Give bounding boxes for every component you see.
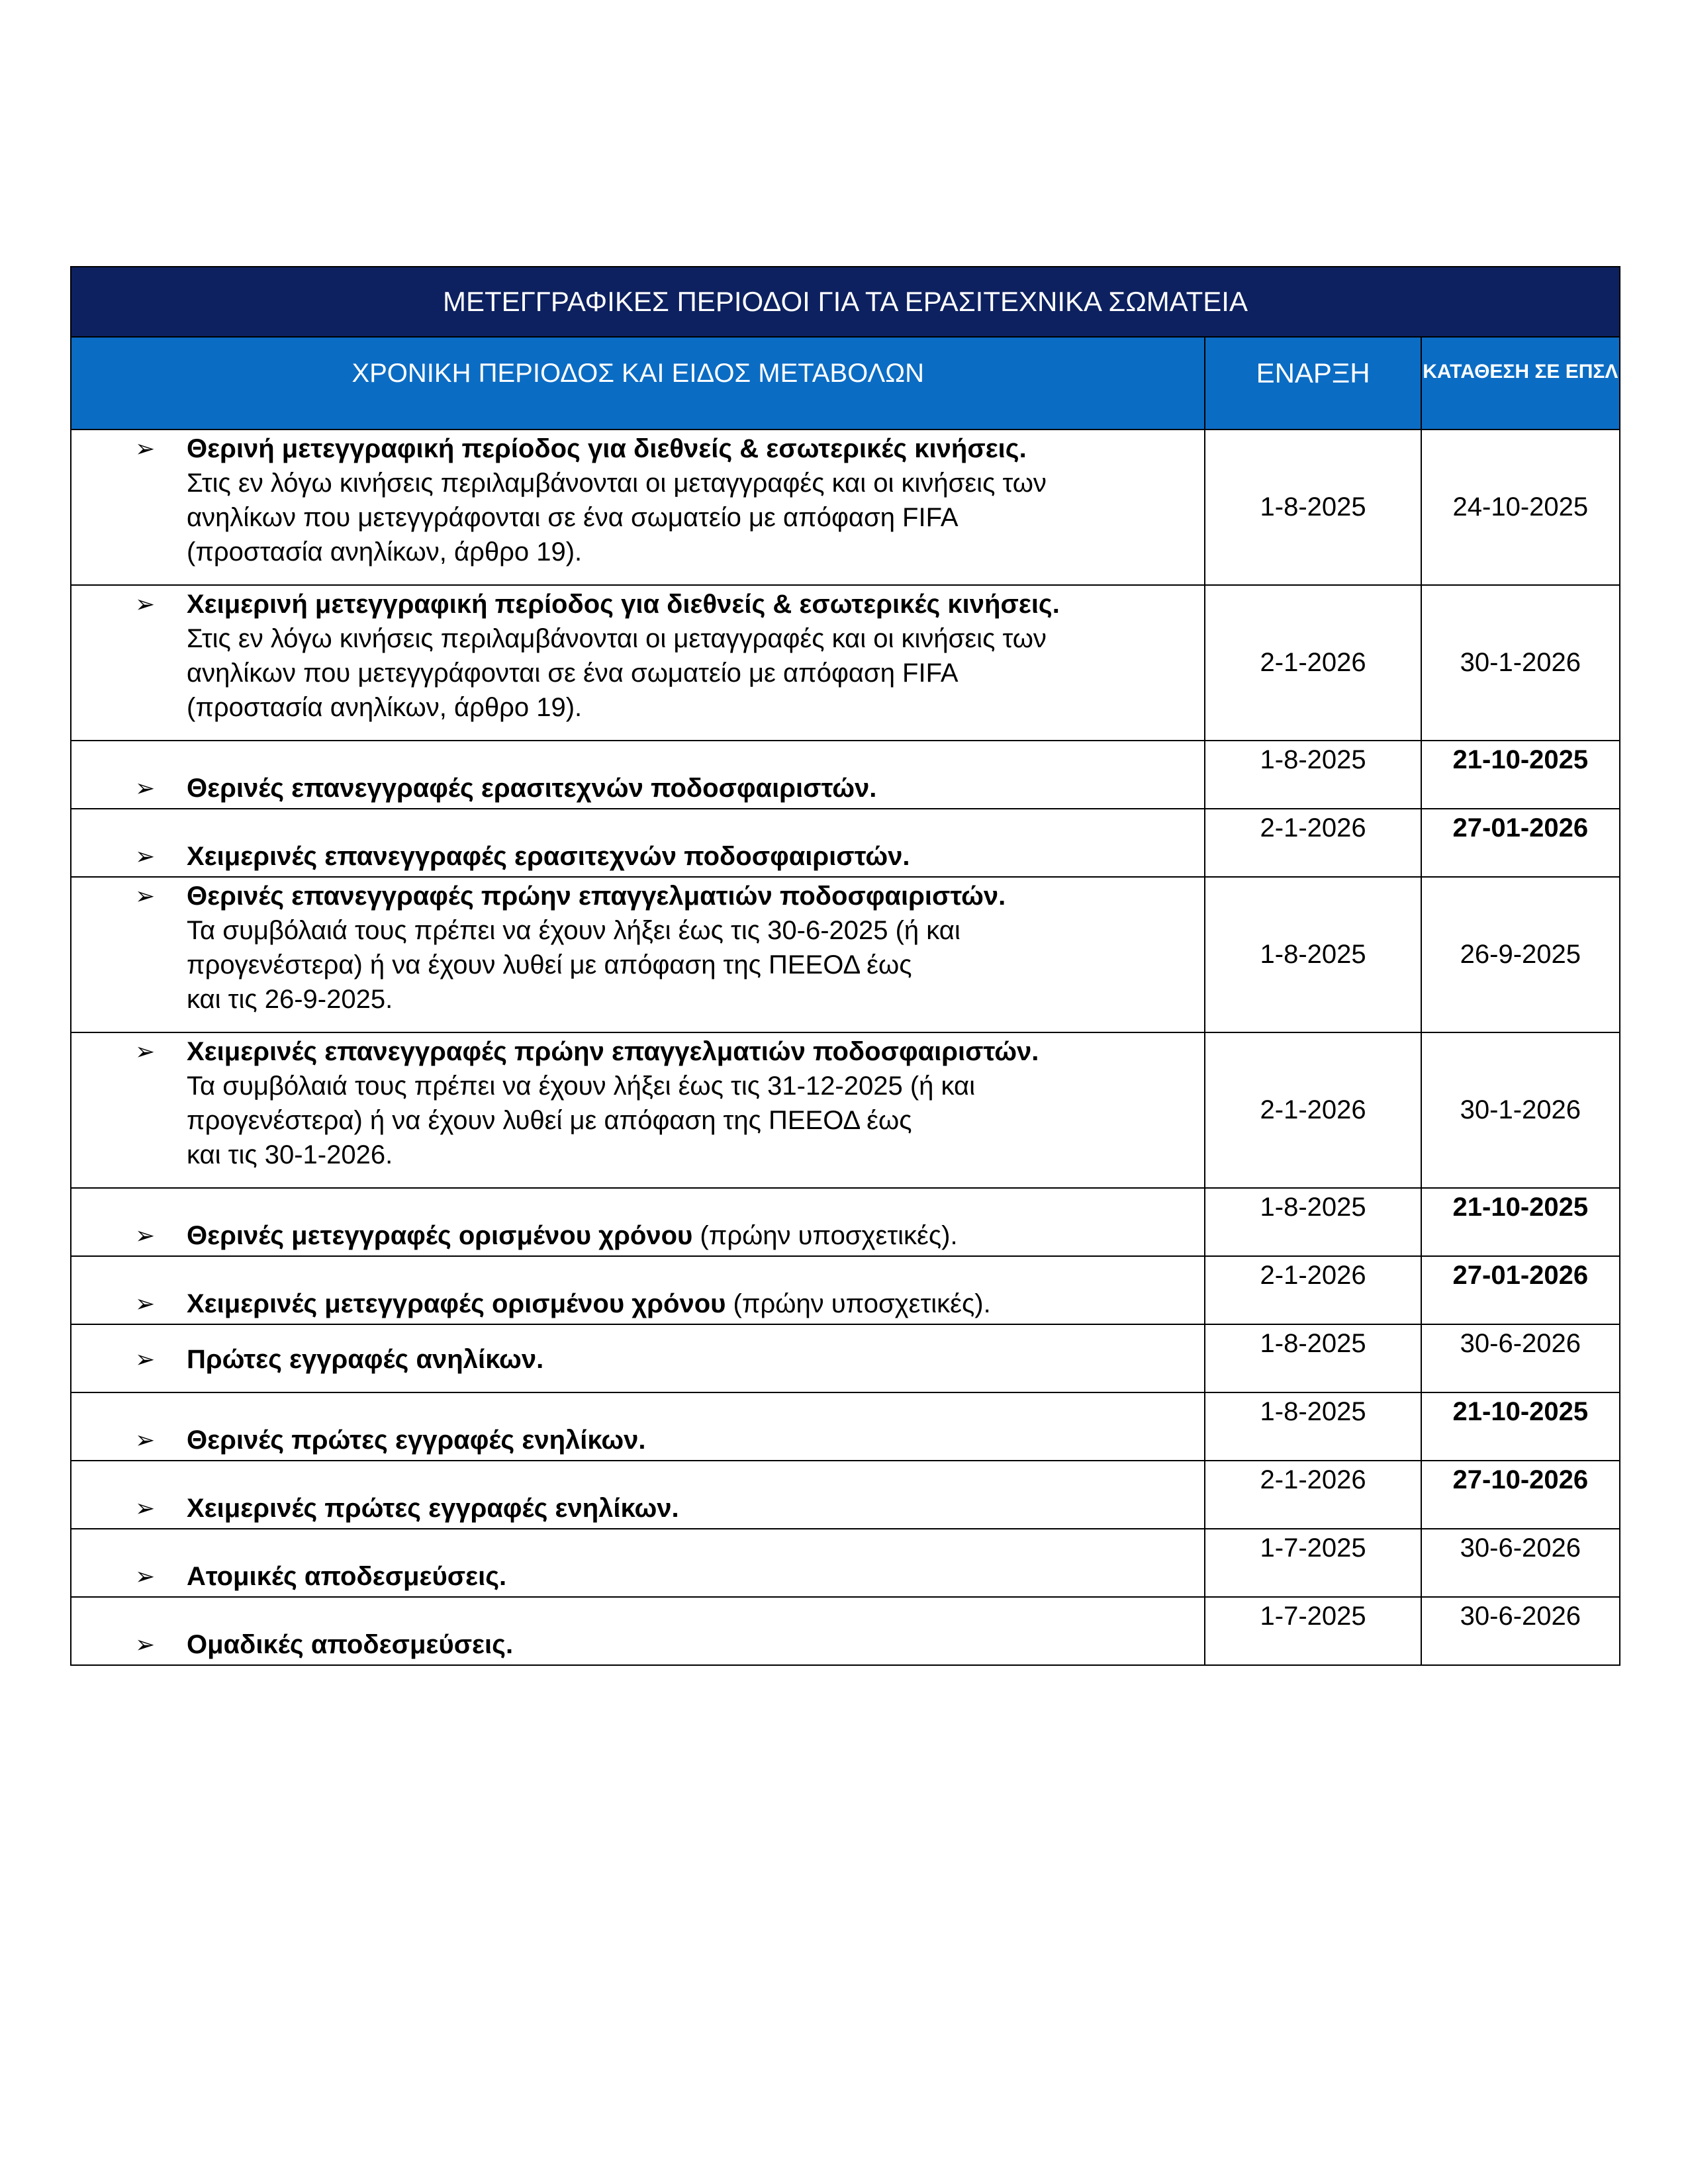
period-description (71, 1256, 1205, 1324)
start-date: 2-1-2026 (1205, 809, 1421, 877)
filing-date: 30-6-2026 (1421, 1529, 1620, 1597)
table-row (71, 809, 1620, 877)
period-description (71, 1597, 1205, 1665)
start-date: 1-8-2025 (1205, 1188, 1421, 1256)
filing-date: 27-01-2026 (1421, 1256, 1620, 1324)
arrow-bullet-icon: ➢ (135, 590, 156, 617)
table-row (71, 1256, 1620, 1324)
filing-date: 27-10-2026 (1421, 1461, 1620, 1529)
period-description (71, 585, 1205, 741)
period-detail-line: Στις εν λόγω κινήσεις περιλαμβάνονται οι μεταγγραφές και οι κινήσεις των (187, 624, 1047, 653)
period-title: Θερινή μετεγγραφική περίοδος για διεθνείς & εσωτερικές κινήσεις. (187, 434, 1027, 463)
period-description (71, 877, 1205, 1032)
period-title: Χειμερινές πρώτες εγγραφές ενηλίκων. (187, 1494, 679, 1523)
period-detail-line: ανηλίκων που μετεγγράφονται σε ένα σωματείο με απόφαση FIFA (187, 659, 959, 688)
transfer-periods-table (70, 266, 1620, 1666)
table-title: ΜΕΤΕΓΓΡΑΦΙΚΕΣ ΠΕΡΙΟΔΟΙ ΓΙΑ ΤΑ ΕΡΑΣΙΤΕΧΝΙΚΑ ΣΩΜΑΤΕΙΑ (71, 267, 1620, 337)
table-row (71, 1188, 1620, 1256)
period-detail-line: προγενέστερα) ή να έχουν λυθεί με απόφαση της ΠΕΕΟΔ έως (187, 950, 912, 979)
period-title: Θερινές μετεγγραφές ορισμένου χρόνου (187, 1221, 693, 1250)
arrow-bullet-icon: ➢ (135, 774, 156, 801)
arrow-bullet-icon: ➢ (135, 1494, 156, 1522)
start-date: 1-8-2025 (1205, 877, 1421, 1032)
period-description (71, 1392, 1205, 1461)
period-description (71, 809, 1205, 877)
arrow-bullet-icon: ➢ (135, 1563, 156, 1590)
period-title: Θερινές επανεγγραφές ερασιτεχνών ποδοσφαιριστών. (187, 774, 877, 803)
filing-date: 21-10-2025 (1421, 741, 1620, 809)
arrow-bullet-icon: ➢ (135, 1426, 156, 1453)
start-date: 1-8-2025 (1205, 1392, 1421, 1461)
period-detail-line: και τις 30-1-2026. (187, 1140, 393, 1169)
period-detail-line: και τις 26-9-2025. (187, 985, 393, 1014)
table-title-row (71, 267, 1620, 337)
arrow-bullet-icon: ➢ (135, 882, 156, 909)
period-description (71, 430, 1205, 585)
table-row (71, 741, 1620, 809)
start-date: 1-8-2025 (1205, 1324, 1421, 1392)
arrow-bullet-icon: ➢ (135, 1631, 156, 1658)
period-description (71, 1032, 1205, 1188)
filing-date: 24-10-2025 (1421, 430, 1620, 585)
table-row (71, 430, 1620, 585)
table-row (71, 1392, 1620, 1461)
table-row (71, 1597, 1620, 1665)
period-title: Χειμερινές επανεγγραφές ερασιτεχνών ποδοσφαιριστών. (187, 842, 910, 871)
table-row (71, 1324, 1620, 1392)
filing-date: 30-1-2026 (1421, 1032, 1620, 1188)
filing-date: 30-6-2026 (1421, 1597, 1620, 1665)
start-date: 2-1-2026 (1205, 1032, 1421, 1188)
start-date: 2-1-2026 (1205, 1256, 1421, 1324)
arrow-bullet-icon: ➢ (135, 1345, 156, 1373)
start-date: 1-7-2025 (1205, 1597, 1421, 1665)
period-detail-line: προγενέστερα) ή να έχουν λυθεί με απόφαση της ΠΕΕΟΔ έως (187, 1106, 912, 1135)
period-description (71, 1461, 1205, 1529)
table-row (71, 877, 1620, 1032)
start-date: 2-1-2026 (1205, 585, 1421, 741)
period-description (71, 1188, 1205, 1256)
arrow-bullet-icon: ➢ (135, 842, 156, 870)
table-row (71, 1032, 1620, 1188)
period-detail-line: (προστασία ανηλίκων, άρθρο 19). (187, 693, 583, 722)
period-title: Ομαδικές αποδεσμεύσεις. (187, 1630, 514, 1659)
filing-date: 30-6-2026 (1421, 1324, 1620, 1392)
table-row (71, 1461, 1620, 1529)
table-row (71, 585, 1620, 741)
period-title-suffix: (πρώην υποσχετικές). (692, 1221, 958, 1250)
header-period: ΧΡΟΝΙΚΗ ΠΕΡΙΟΔΟΣ ΚΑΙ ΕΙΔΟΣ ΜΕΤΑΒΟΛΩΝ (71, 337, 1205, 430)
table-header-row (71, 337, 1620, 430)
filing-date: 26-9-2025 (1421, 877, 1620, 1032)
period-description (71, 1324, 1205, 1392)
period-title: Χειμερινές μετεγγραφές ορισμένου χρόνου (187, 1289, 726, 1318)
period-detail-line: Στις εν λόγω κινήσεις περιλαμβάνονται οι μεταγγραφές και οι κινήσεις των (187, 469, 1047, 498)
arrow-bullet-icon: ➢ (135, 1290, 156, 1317)
period-detail-line: (προστασία ανηλίκων, άρθρο 19). (187, 537, 583, 567)
period-description (71, 1529, 1205, 1597)
filing-date: 21-10-2025 (1421, 1392, 1620, 1461)
period-detail-line: Τα συμβόλαιά τους πρέπει να έχουν λήξει έως τις 30-6-2025 (ή και (187, 916, 961, 945)
arrow-bullet-icon: ➢ (135, 1222, 156, 1249)
period-title: Πρώτες εγγραφές ανηλίκων. (187, 1345, 544, 1374)
period-title: Θερινές επανεγγραφές πρώην επαγγελματιών ποδοσφαιριστών. (187, 882, 1006, 911)
period-title: Χειμερινή μετεγγραφική περίοδος για διεθνείς & εσωτερικές κινήσεις. (187, 590, 1060, 619)
period-title: Χειμερινές επανεγγραφές πρώην επαγγελματιών ποδοσφαιριστών. (187, 1037, 1039, 1066)
start-date: 1-8-2025 (1205, 430, 1421, 585)
period-title: Θερινές πρώτες εγγραφές ενηλίκων. (187, 1426, 646, 1455)
filing-date: 30-1-2026 (1421, 585, 1620, 741)
start-date: 1-7-2025 (1205, 1529, 1421, 1597)
start-date: 2-1-2026 (1205, 1461, 1421, 1529)
table-row (71, 1529, 1620, 1597)
period-title-suffix: (πρώην υποσχετικές). (726, 1289, 991, 1318)
arrow-bullet-icon: ➢ (135, 1038, 156, 1065)
period-detail-line: ανηλίκων που μετεγγράφονται σε ένα σωματείο με απόφαση FIFA (187, 503, 959, 532)
filing-date: 27-01-2026 (1421, 809, 1620, 877)
period-description (71, 741, 1205, 809)
filing-date: 21-10-2025 (1421, 1188, 1620, 1256)
start-date: 1-8-2025 (1205, 741, 1421, 809)
header-filing: ΚΑΤΑΘΕΣΗ ΣΕ ΕΠΣΛ (1421, 337, 1620, 430)
period-detail-line: Τα συμβόλαιά τους πρέπει να έχουν λήξει έως τις 31-12-2025 (ή και (187, 1071, 976, 1101)
period-title: Ατομικές αποδεσμεύσεις. (187, 1562, 507, 1591)
header-start: ΕΝΑΡΞΗ (1205, 337, 1421, 430)
arrow-bullet-icon: ➢ (135, 435, 156, 462)
